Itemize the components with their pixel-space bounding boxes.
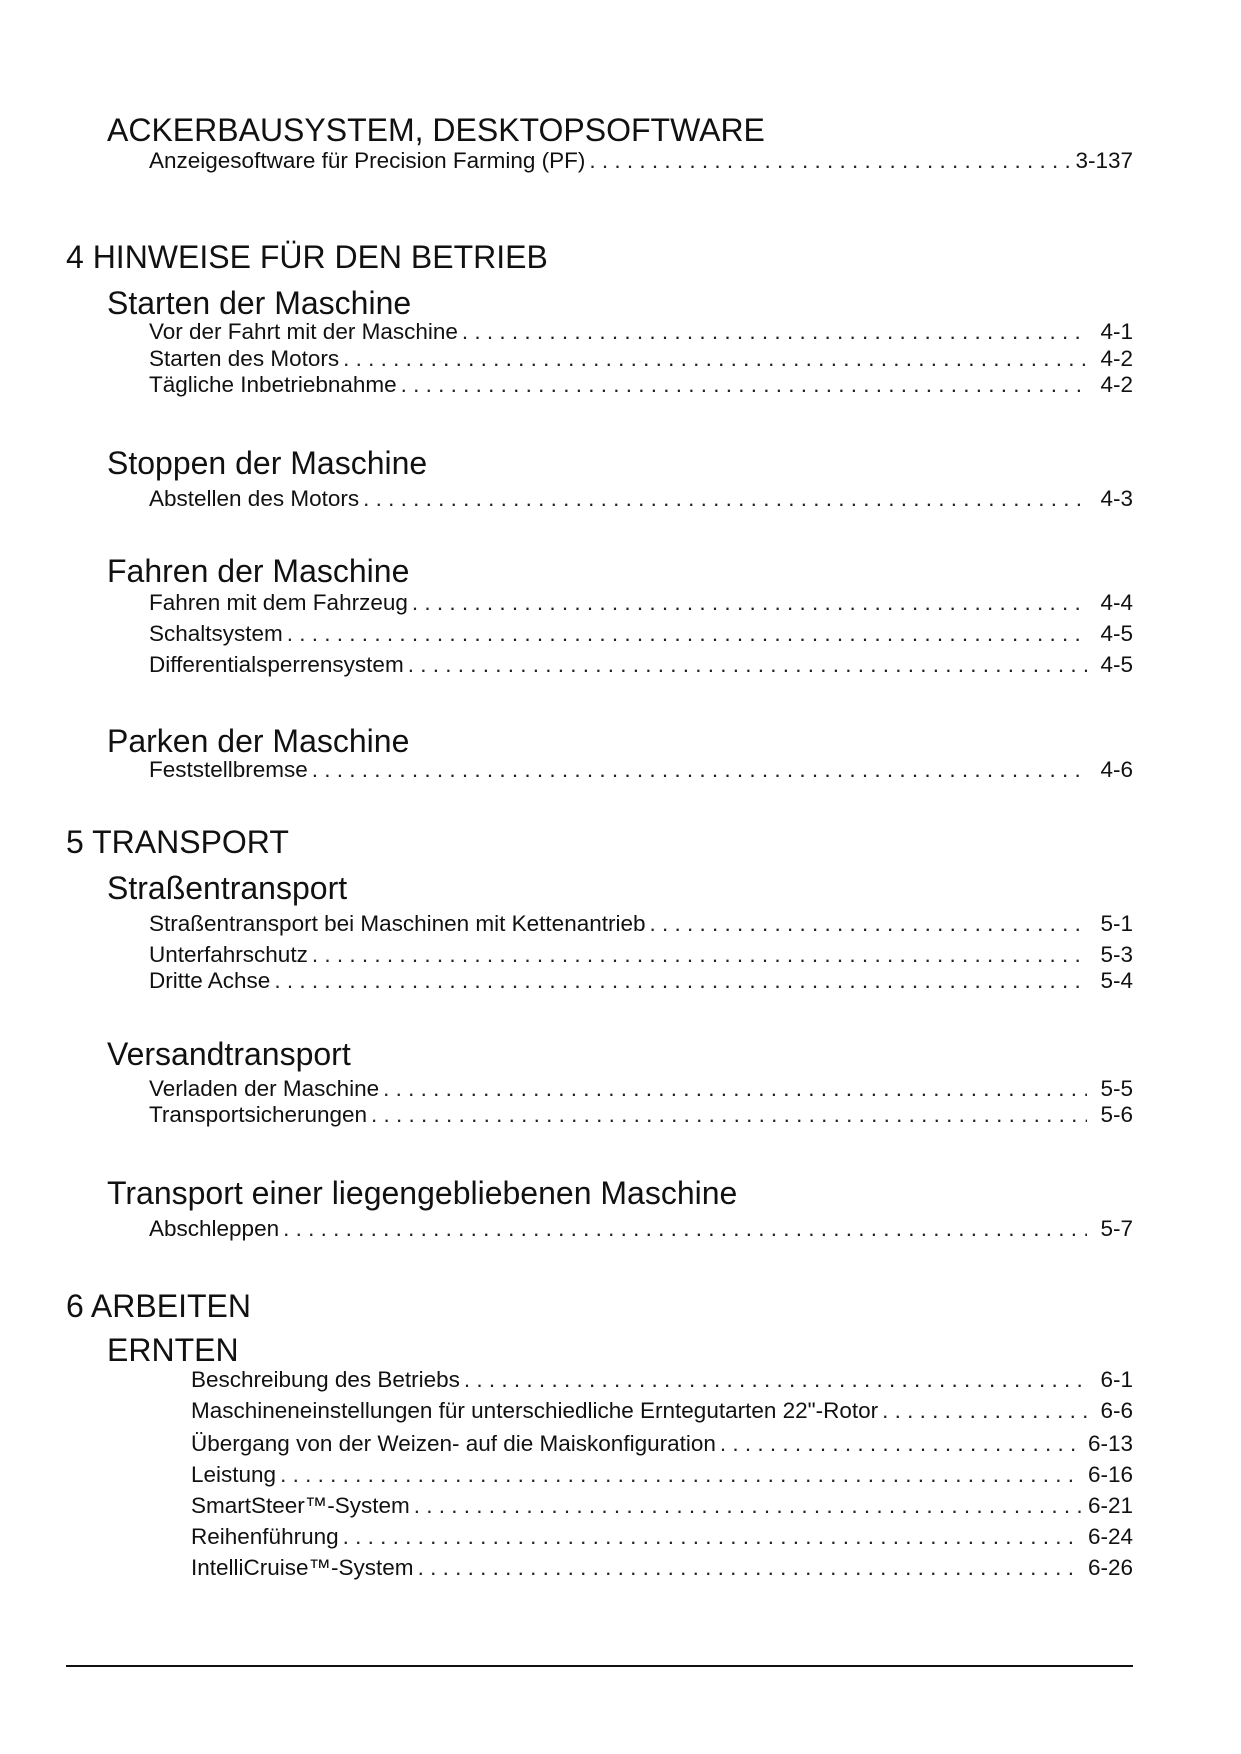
chapter-title-5: 5 TRANSPORT: [66, 824, 289, 860]
dot-leader: [312, 941, 1087, 969]
toc-entry-page: 5-6: [1100, 1102, 1133, 1127]
toc-entry-label: Vor der Fahrt mit der Maschine: [149, 319, 458, 344]
toc-entry-page: 6-1: [1100, 1367, 1133, 1392]
footer-divider: [66, 1665, 1133, 1667]
toc-entry[interactable]: [191, 1523, 1133, 1551]
toc-entry-label: Beschreibung des Betriebs: [191, 1367, 460, 1392]
toc-entry-page: 5-1: [1100, 911, 1133, 936]
toc-entry[interactable]: [149, 756, 1133, 784]
toc-entry-page: 5-3: [1100, 942, 1133, 967]
toc-entry-label: Verladen der Maschine: [149, 1076, 380, 1101]
section-title-parken: Parken der Maschine: [107, 723, 410, 759]
dot-leader: [274, 967, 1087, 995]
toc-entry-label: Anzeigesoftware für Precision Farming (PF): [149, 148, 586, 173]
dot-leader: [312, 756, 1087, 784]
toc-entry[interactable]: [149, 589, 1133, 617]
toc-entry[interactable]: [191, 1554, 1133, 1582]
toc-entry-label: SmartSteer™-System: [191, 1493, 410, 1518]
toc-entry[interactable]: [149, 345, 1133, 373]
toc-entry[interactable]: [191, 1430, 1133, 1458]
toc-entry-page: 6-6: [1100, 1398, 1133, 1423]
chapter-title-4: 4 HINWEISE FÜR DEN BETRIEB: [66, 239, 548, 275]
section-title-stoppen: Stoppen der Maschine: [107, 445, 428, 481]
toc-entry-page: 6-13: [1087, 1431, 1133, 1456]
toc-entry[interactable]: [149, 485, 1133, 513]
toc-entry[interactable]: [149, 941, 1133, 969]
dot-leader: [589, 147, 1069, 175]
dot-leader: [414, 1492, 1082, 1520]
toc-entry-label: Straßentransport bei Maschinen mit Kettenantrieb: [149, 911, 646, 936]
toc-entry-label: Feststellbremse: [149, 757, 308, 782]
toc-entry-page: 6-21: [1087, 1493, 1133, 1518]
toc-entry[interactable]: [191, 1492, 1133, 1520]
section-title-liegengebliebene-maschine: Transport einer liegengebliebenen Maschine: [107, 1175, 738, 1211]
section-title-versandtransport: Versandtransport: [107, 1036, 351, 1072]
toc-entry[interactable]: [149, 910, 1133, 938]
toc-entry-label: Maschineneinstellungen für unterschiedliche Erntegutarten 22"-Rotor: [191, 1398, 879, 1423]
dot-leader: [383, 1075, 1087, 1103]
toc-entry[interactable]: [149, 1101, 1133, 1129]
toc-entry-page: 4-2: [1100, 372, 1133, 397]
dot-leader: [363, 485, 1087, 513]
dot-leader: [343, 1523, 1082, 1551]
dot-leader: [401, 371, 1087, 399]
toc-entry[interactable]: [149, 967, 1133, 995]
dot-leader: [412, 589, 1087, 617]
section-title-strassentransport: Straßentransport: [107, 870, 348, 906]
toc-entry-page: 5-7: [1100, 1216, 1133, 1241]
toc-entry-label: Reihenführung: [191, 1524, 339, 1549]
toc-entry[interactable]: [149, 651, 1133, 679]
toc-entry-page: 6-16: [1087, 1462, 1133, 1487]
toc-entry-page: 4-1: [1100, 319, 1133, 344]
toc-entry-page: 4-5: [1100, 621, 1133, 646]
toc-entry-label: Unterfahrschutz: [149, 942, 308, 967]
toc-entry-label: IntelliCruise™-System: [191, 1555, 414, 1580]
toc-entry-label: Transportsicherungen: [149, 1102, 368, 1127]
dot-leader: [418, 1554, 1082, 1582]
dot-leader: [280, 1461, 1082, 1489]
dot-leader: [408, 651, 1087, 679]
toc-entry[interactable]: [149, 147, 1133, 175]
toc-entry-page: 6-26: [1087, 1555, 1133, 1580]
toc-entry[interactable]: [149, 371, 1133, 399]
toc-entry[interactable]: [149, 620, 1133, 648]
toc-entry[interactable]: [149, 1075, 1133, 1103]
dot-leader: [720, 1430, 1082, 1458]
section-title-starten: Starten der Maschine: [107, 285, 412, 321]
toc-entry-page: 4-2: [1100, 346, 1133, 371]
toc-entry-label: Tägliche Inbetriebnahme: [149, 372, 397, 397]
toc-entry[interactable]: [149, 1215, 1133, 1243]
toc-entry-label: Schaltsystem: [149, 621, 283, 646]
toc-entry-label: Leistung: [191, 1462, 277, 1487]
section-title-ernten: ERNTEN: [107, 1332, 239, 1368]
toc-entry-page: 6-24: [1087, 1524, 1133, 1549]
dot-leader: [882, 1397, 1087, 1425]
toc-entry-page: 5-5: [1100, 1076, 1133, 1101]
toc-entry-page: 5-4: [1100, 968, 1133, 993]
dot-leader: [464, 1366, 1087, 1394]
toc-entry-label: Fahren mit dem Fahrzeug: [149, 590, 408, 615]
toc-entry[interactable]: [191, 1461, 1133, 1489]
toc-entry-page: 4-6: [1100, 757, 1133, 782]
toc-entry[interactable]: [191, 1397, 1133, 1425]
toc-entry-page: 4-3: [1100, 486, 1133, 511]
toc-entry-page: 4-4: [1100, 590, 1133, 615]
dot-leader: [343, 345, 1087, 373]
section-title-fahren: Fahren der Maschine: [107, 553, 410, 589]
dot-leader: [283, 1215, 1087, 1243]
toc-entry-label: Übergang von der Weizen- auf die Maiskonfiguration: [191, 1431, 716, 1456]
chapter-title-6: 6 ARBEITEN: [66, 1288, 251, 1324]
dot-leader: [371, 1101, 1087, 1129]
toc-entry-label: Abschleppen: [149, 1216, 280, 1241]
dot-leader: [462, 318, 1087, 346]
dot-leader: [287, 620, 1087, 648]
toc-entry-label: Starten des Motors: [149, 346, 340, 371]
section-title-pf: ACKERBAUSYSTEM, DESKTOPSOFTWARE: [107, 112, 765, 148]
toc-entry[interactable]: [191, 1366, 1133, 1394]
toc-entry[interactable]: [149, 318, 1133, 346]
dot-leader: [650, 910, 1087, 938]
toc-entry-page: 3-137: [1075, 148, 1133, 173]
toc-entry-page: 4-5: [1100, 652, 1133, 677]
toc-entry-label: Differentialsperrensystem: [149, 652, 404, 677]
toc-entry-label: Dritte Achse: [149, 968, 271, 993]
toc-entry-label: Abstellen des Motors: [149, 486, 360, 511]
